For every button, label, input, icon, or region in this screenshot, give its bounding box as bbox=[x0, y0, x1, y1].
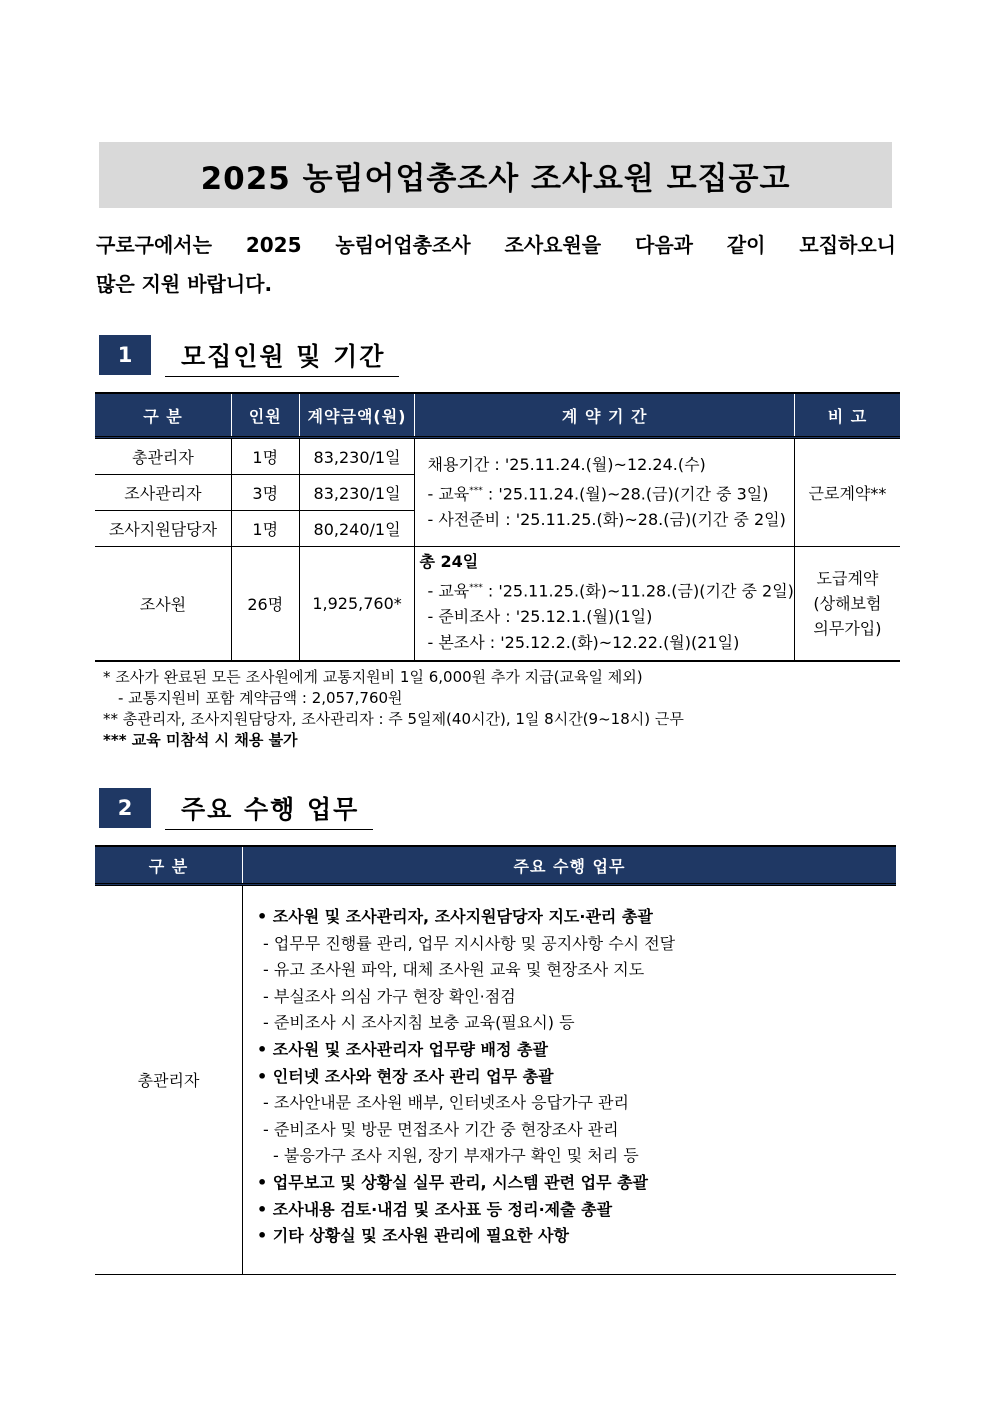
table-header-row bbox=[95, 393, 900, 438]
col-header-duties: 주요 수행 업무 bbox=[243, 846, 897, 885]
cell-note-subcontract: 도급계약 (상해보험 의무가입) bbox=[794, 547, 900, 662]
cell-category: 조사원 bbox=[95, 547, 231, 662]
recruitment-table bbox=[95, 392, 900, 662]
period-line: - 준비조사 : '25.12.1.(월)(1일) bbox=[427, 607, 653, 627]
col-header-amount: 계약금액(원) bbox=[299, 393, 415, 438]
section-number: 2 bbox=[99, 788, 151, 828]
intro-line-2: 많은 지원 바랍니다. bbox=[96, 272, 273, 296]
col-header-category: 구 분 bbox=[95, 846, 243, 885]
col-header-category: 구 분 bbox=[95, 393, 231, 438]
cell-amount: 80,240/1일 bbox=[299, 511, 415, 547]
duty-subitem: - 업무무 진행률 관리, 업무 지시사항 및 공지사항 수시 전달 bbox=[263, 933, 676, 953]
duty-subitem: - 준비조사 및 방문 면접조사 기간 중 현장조사 관리 bbox=[263, 1119, 619, 1139]
period-line: - 본조사 : '25.12.2.(화)~12.22.(월)(21일) bbox=[427, 633, 740, 653]
col-header-count: 인원 bbox=[231, 393, 299, 438]
duty-subitem: - 부실조사 의심 가구 현장 확인·점검 bbox=[263, 986, 516, 1006]
duty-subitem: - 유고 조사원 파악, 대체 조사원 교육 및 현장조사 지도 bbox=[263, 960, 645, 980]
period-line: - 사전준비 : '25.11.25.(화)~28.(금)(기간 중 2일) bbox=[427, 510, 786, 530]
cell-category: 조사지원담당자 bbox=[95, 511, 231, 547]
duty-item: • 인터넷 조사와 현장 조사 관리 업무 총괄 bbox=[257, 1066, 554, 1086]
cell-duties bbox=[243, 885, 897, 1275]
footnote: *** 교육 미참석 시 채용 불가 bbox=[103, 731, 298, 749]
footnote: - 교통지원비 포함 계약금액 : 2,057,760원 bbox=[118, 689, 403, 707]
col-header-note: 비 고 bbox=[794, 393, 900, 438]
table-row bbox=[95, 547, 900, 662]
duty-item: • 조사내용 검토·내검 및 조사표 등 정리·제출 총괄 bbox=[257, 1199, 613, 1219]
cell-amount: 1,925,760* bbox=[299, 547, 415, 662]
duty-item: • 조사원 및 조사관리자 업무량 배정 총괄 bbox=[257, 1039, 548, 1059]
section-title: 주요 수행 업무 bbox=[165, 790, 373, 830]
duty-item: • 조사원 및 조사관리자, 조사지원담당자 지도·관리 총괄 bbox=[257, 907, 653, 926]
cell-count: 1명 bbox=[231, 511, 299, 547]
page-title: 2025 농림어업총조사 조사요원 모집공고 bbox=[200, 160, 791, 197]
section-title: 모집인원 및 기간 bbox=[165, 337, 399, 377]
period-total: 총 24일 bbox=[419, 552, 479, 571]
period-line: - 교육*** : '25.11.25.(화)~11.28.(금)(기간 중 2일) bbox=[427, 581, 794, 601]
title-banner bbox=[99, 142, 892, 208]
footnotes bbox=[103, 667, 684, 751]
cell-category: 조사관리자 bbox=[95, 475, 231, 511]
duty-subitem: - 불응가구 조사 지원, 장기 부재가구 확인 및 처리 등 bbox=[273, 1146, 639, 1166]
cell-count: 26명 bbox=[231, 547, 299, 662]
cell-category: 총관리자 bbox=[95, 438, 231, 475]
intro-paragraph bbox=[96, 226, 896, 304]
intro-line-1: 구로구에서는 2025 농림어업총조사 조사요원을 다음과 같이 모집하오니 bbox=[96, 233, 896, 257]
duty-item: • 기타 상황실 및 조사원 관리에 필요한 사항 bbox=[257, 1226, 569, 1246]
table-row bbox=[95, 438, 900, 475]
cell-amount: 83,230/1일 bbox=[299, 475, 415, 511]
cell-category: 총관리자 bbox=[95, 885, 243, 1275]
duty-item: • 업무보고 및 상황실 실무 관리, 시스템 관련 업무 총괄 bbox=[257, 1172, 649, 1192]
table-header-row bbox=[95, 846, 896, 885]
cell-note-contract: 근로계약** bbox=[794, 438, 900, 547]
duty-subitem: - 조사안내문 조사원 배부, 인터넷조사 응답가구 관리 bbox=[263, 1093, 629, 1113]
footnote: ** 총관리자, 조사지원담당자, 조사관리자 : 주 5일제(40시간), 1일 8시간(9~18시) 근무 bbox=[103, 710, 684, 728]
col-header-period: 계 약 기 간 bbox=[415, 393, 794, 438]
duty-subitem: - 준비조사 시 조사지침 보충 교육(필요시) 등 bbox=[263, 1013, 575, 1033]
duties-table bbox=[95, 845, 896, 1275]
cell-period-staff bbox=[415, 438, 794, 547]
section-number: 1 bbox=[99, 335, 151, 375]
cell-count: 3명 bbox=[231, 475, 299, 511]
cell-count: 1명 bbox=[231, 438, 299, 475]
cell-amount: 83,230/1일 bbox=[299, 438, 415, 475]
cell-period-surveyor bbox=[415, 547, 794, 662]
table-row bbox=[95, 885, 896, 1275]
period-line: 채용기간 : '25.11.24.(월)~12.24.(수) bbox=[427, 454, 706, 474]
footnote: * 조사가 완료된 모든 조사원에게 교통지원비 1일 6,000원 추가 지급(교육일 제외) bbox=[103, 668, 643, 686]
period-line: - 교육*** : '25.11.24.(월)~28.(금)(기간 중 3일) bbox=[427, 484, 769, 504]
